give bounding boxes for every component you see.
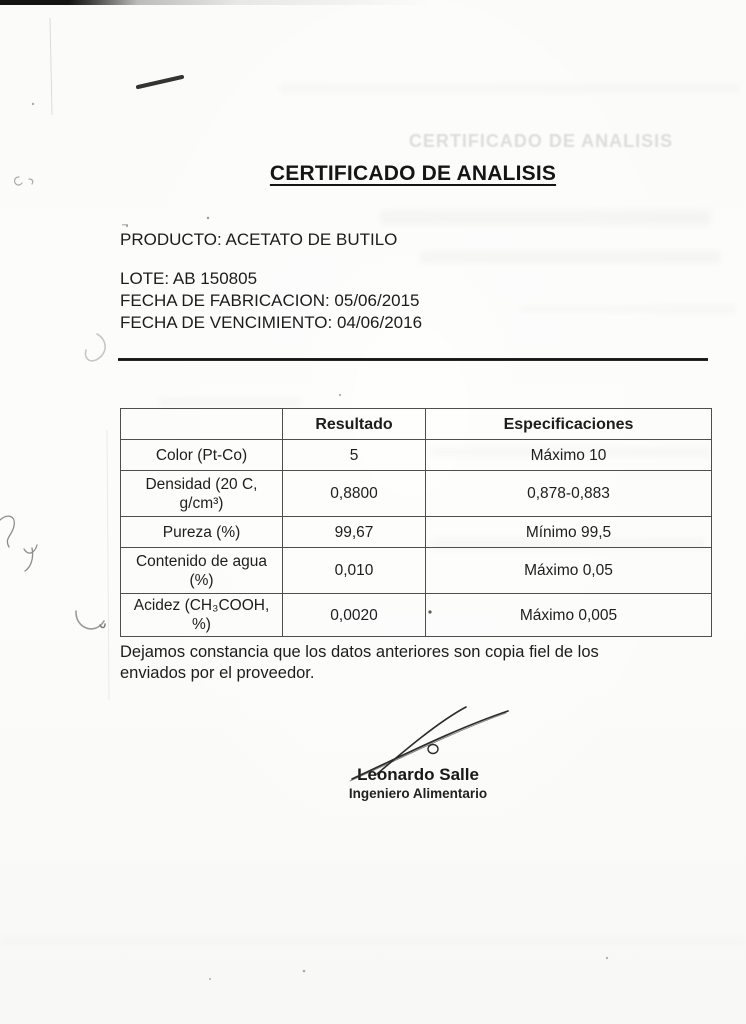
header-parameter [121,409,283,440]
scan-smudge-band [0,938,746,944]
cell-especificaciones: Máximo 0,005 [426,594,712,637]
table-row-acidez [121,594,712,637]
cell-resultado: 5 [283,440,426,471]
signer-name: Leonardo Salle [357,765,479,784]
table-header-row [121,409,712,440]
product-line: PRODUCTO: ACETATO DE BUTILO [120,230,398,249]
cell-resultado: 0,8800 [283,471,426,517]
margin-squiggle-mark [0,516,37,571]
cell-especificaciones: Máximo 0,05 [426,548,712,594]
table-row-contenido-agua [121,548,712,594]
paper-edge-line [50,18,52,115]
header-resultado: Resultado [283,409,426,440]
hole-punch-mark [76,334,105,629]
divider-rule [118,358,708,361]
scan-smudge-band [160,398,300,406]
signer-title: Ingeniero Alimentario [348,786,488,801]
cell-parameter: Pureza (%) [121,517,283,548]
scan-smudge-band [420,251,720,263]
cell-resultado: 99,67 [283,517,426,548]
scan-smudge-band [520,305,735,313]
scan-smudge-band [280,85,740,92]
cell-parameter: Densidad (20 C, g/cm³) [121,471,283,517]
table-row-color [121,440,712,471]
ghost-title-bleedthrough: CERTIFICADO DE ANALISIS [408,131,674,151]
analysis-table [120,408,712,637]
cell-especificaciones: 0,878-0,883 [426,471,712,517]
document-title: CERTIFICADO DE ANALISIS [269,162,557,185]
cell-resultado: 0,0020 [283,594,426,637]
cell-parameter: Acidez (CH₃COOH, %) [121,594,283,637]
fabrication-date-line: FECHA DE FABRICACION: 05/06/2015 [120,291,420,310]
cell-parameter: Contenido de agua (%) [121,548,283,594]
cell-resultado: 0,010 [283,548,426,594]
cell-especificaciones: Mínimo 99,5 [426,517,712,548]
cell-parameter: Color (Pt-Co) [121,440,283,471]
expiration-date-line: FECHA DE VENCIMIENTO: 04/06/2016 [120,313,423,332]
table-row-pureza [121,517,712,548]
table-row-densidad [121,471,712,517]
scan-smudge-band [380,210,710,225]
pen-stroke-mark [138,77,182,87]
note-paragraph: Dejamos constancia que los datos anteriores son copia fiel de los enviados por el proveedor. [120,643,599,682]
paper-edge-line [107,430,109,700]
cell-especificaciones: Máximo 10 [426,440,712,471]
scan-edge-bar [0,0,430,5]
header-especificaciones: Especificaciones [426,409,712,440]
lot-line: LOTE: AB 150805 [120,269,258,288]
small-corner-mark [15,177,33,185]
